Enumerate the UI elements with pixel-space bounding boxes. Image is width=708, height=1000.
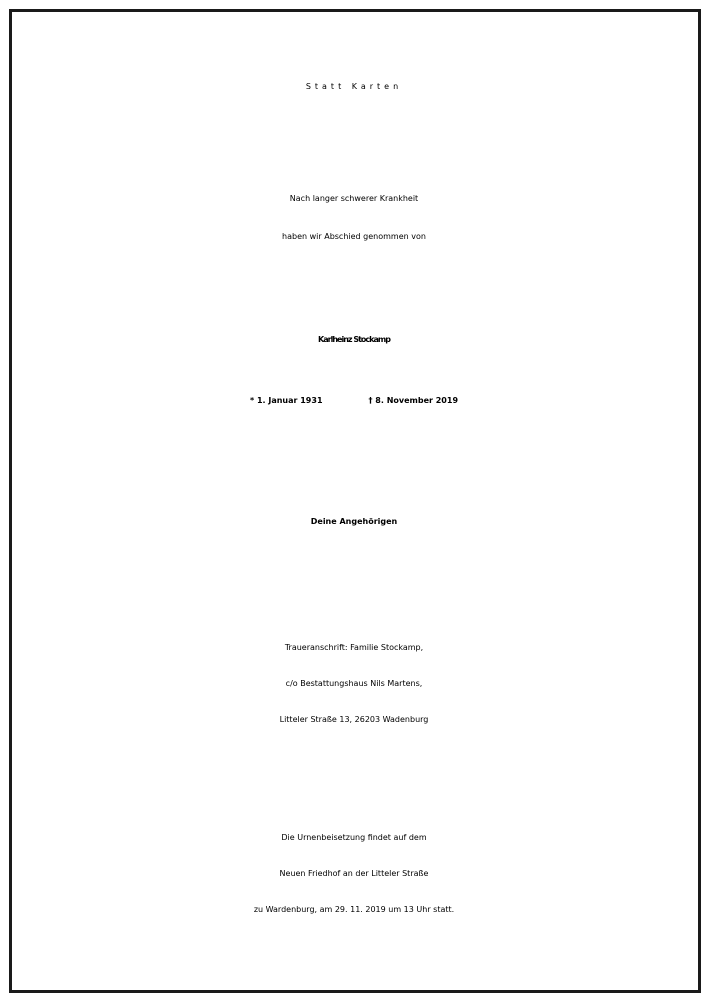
address-line-2: c/o Bestattungshaus Nils Martens,	[285, 679, 423, 688]
burial-line-2: Neuen Friedhof an der Litteler Straße	[279, 869, 429, 878]
intro-line-1: Nach langer schwerer Krankheit	[289, 194, 419, 203]
burial-line-3: zu Wardenburg, am 29. 11. 2019 um 13 Uhr statt.	[253, 905, 455, 914]
family-signature: Deine Angehörigen	[310, 517, 398, 526]
address-line-3: Litteler Straße 13, 26203 Wadenburg	[279, 715, 429, 724]
burial-line-1: Die Urnenbeisetzung findet auf dem	[281, 833, 427, 842]
deceased-name: Karlheinz Stockamp	[318, 335, 390, 344]
header-text: Statt Karten	[305, 82, 403, 91]
address-line-1: Traueranschrift: Familie Stockamp,	[284, 643, 424, 652]
life-dates	[0, 382, 708, 420]
birth-date: * 1. Januar 1931	[249, 396, 323, 405]
intro-line-2: haben wir Abschied genommen von	[282, 232, 426, 241]
death-date: † 8. November 2019	[368, 396, 459, 405]
